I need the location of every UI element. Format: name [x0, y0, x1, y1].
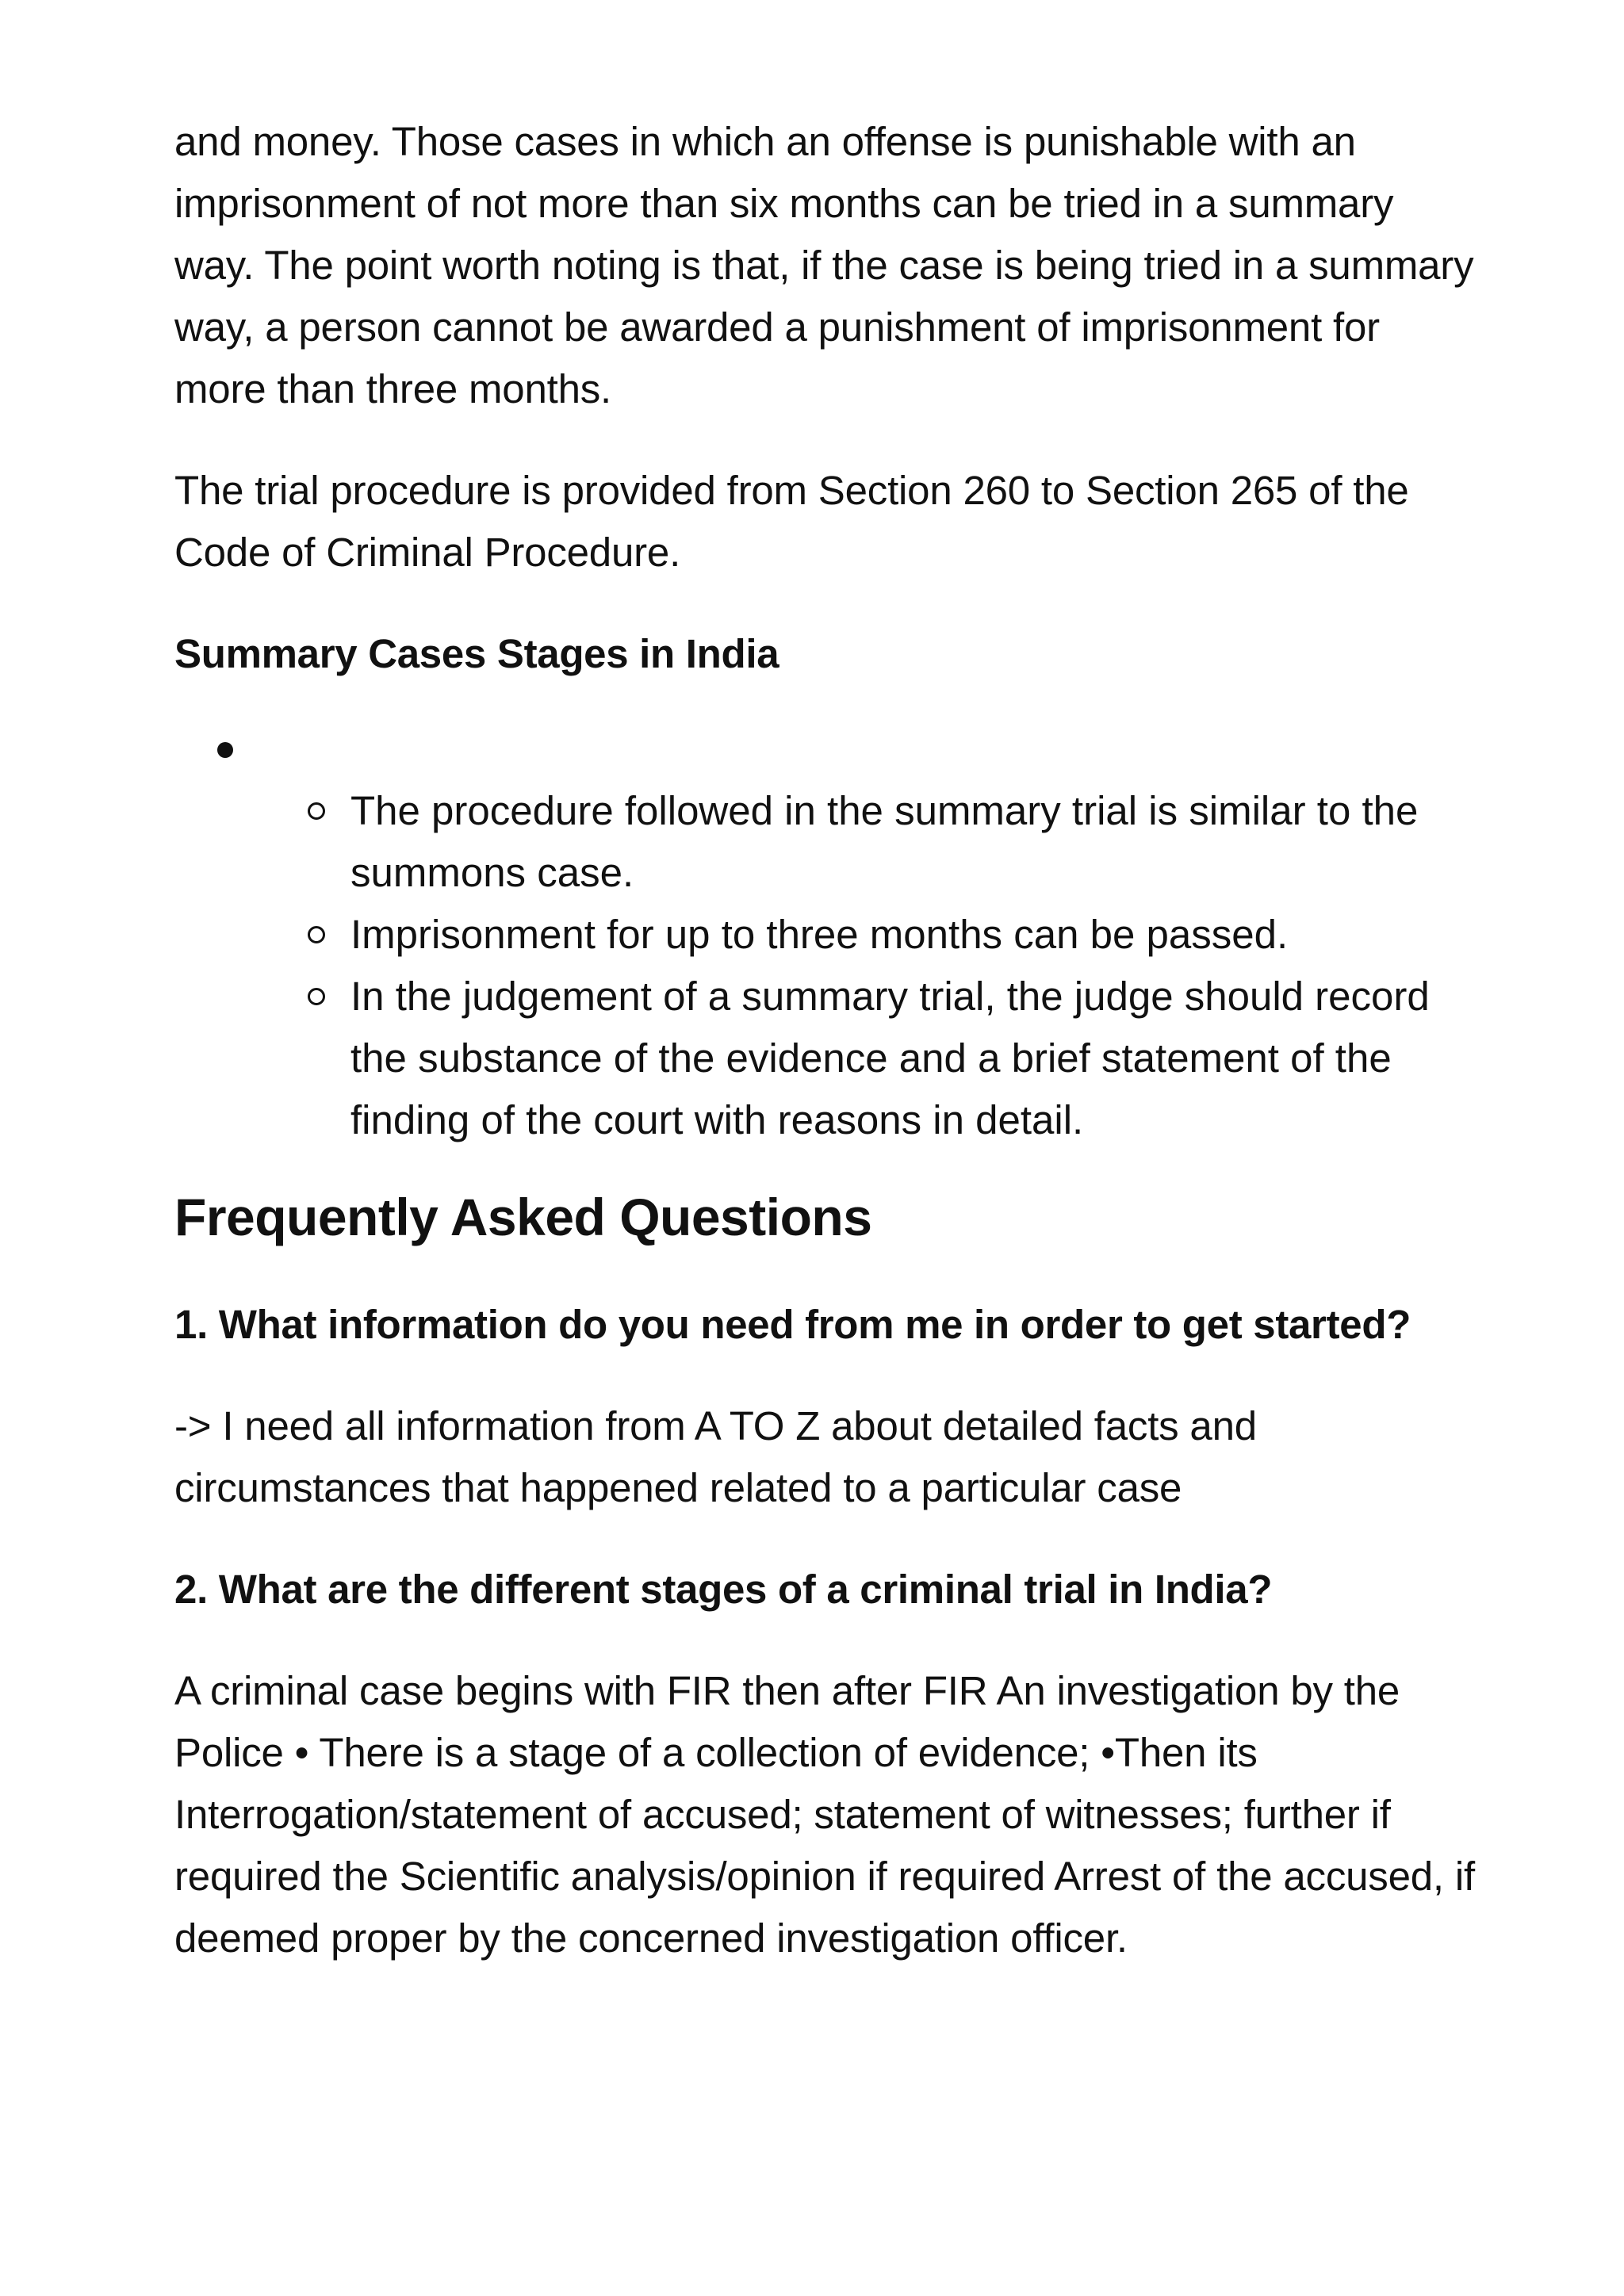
faq-answer: A criminal case begins with FIR then after FIR An investigation by the Police • There is a stage of a collection of evidence; •Then its Interrogation/statement of accused; statement of witnesses; further if required the Scientific analysis/opinion if required Arrest of the accused, if deemed proper by the concerned investigation officer.	[174, 1668, 1475, 1961]
bullet-icon	[174, 718, 1475, 780]
intro-paragraph: and money. Those cases in which an offense is punishable with an imprisonment of not more than six months can be tried in a summary way. The point worth noting is that, if the case is being tried in a summary way, a person cannot be awarded a punishment of imprisonment for more than three months.	[174, 119, 1474, 411]
document-page	[174, 111, 1475, 2009]
stage-item: In the judgement of a summary trial, the judge should record the substance of the evidence and a brief statement of the finding of the court with reasons in detail.	[350, 966, 1475, 1151]
faq-title: Frequently Asked Questions	[174, 1188, 872, 1246]
faq-answer: -> I need all information from A TO Z about detailed facts and circumstances that happened related to a particular case	[174, 1403, 1257, 1510]
stages-outer-item	[174, 718, 1475, 1151]
stage-item: Imprisonment for up to three months can be passed.	[350, 904, 1475, 966]
stages-heading: Summary Cases Stages in India	[174, 631, 779, 676]
stages-outer-list	[174, 718, 1475, 1151]
trial-procedure-paragraph: The trial procedure is provided from Section 260 to Section 265 of the Code of Criminal Procedure.	[174, 468, 1409, 575]
stages-list	[174, 780, 1475, 1151]
faq-question: 2. What are the different stages of a criminal trial in India?	[174, 1567, 1273, 1612]
stage-item: The procedure followed in the summary trial is similar to the summons case.	[350, 780, 1475, 904]
faq-question: 1. What information do you need from me in order to get started?	[174, 1302, 1411, 1347]
